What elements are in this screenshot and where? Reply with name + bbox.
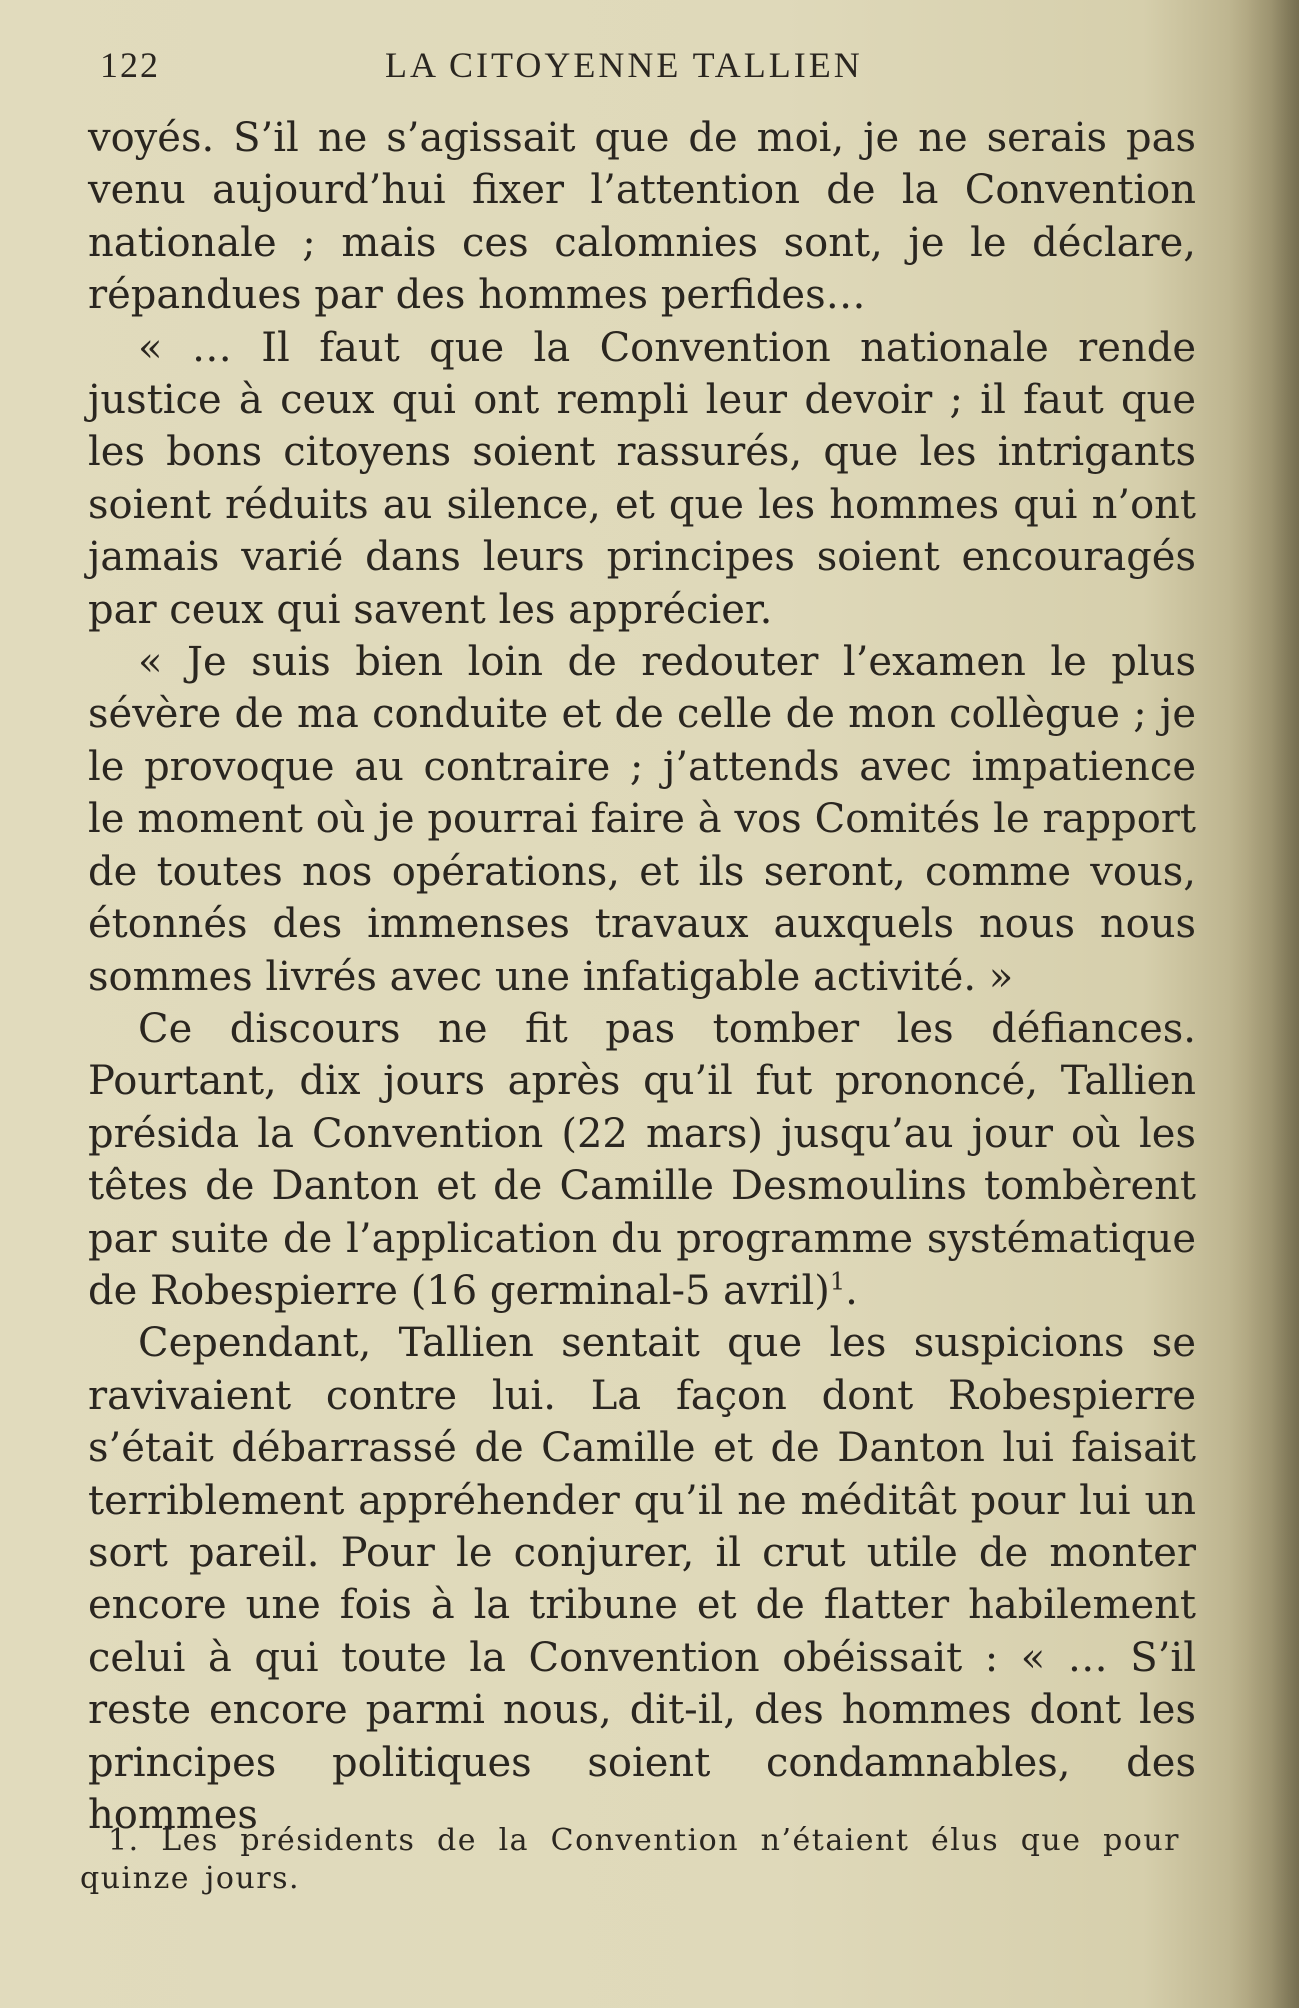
page-edge-shadow [1229,0,1299,2008]
footnote-reference: 1 [829,1267,846,1296]
running-head [100,40,1210,90]
paragraph-5: Cependant, Tallien sentait que les suspicions se ravivaient contre lui. La façon dont Robespierre s’était débarrassé de Camille et de Danton lui faisait terriblement appréhender qu’il ne méditât pour lui un sort pareil. Pour le conjurer, il crut utile de monter encore une fois à la tribune et de flatter habilement celui à qui toute la Convention obéissait : « … S’il reste encore parmi nous, dit-il, des hommes dont les principes politiques soient condamnables, des hommes [88,1320,1196,1838]
page-number: 122 [100,45,160,85]
paragraph-3: « Je suis bien loin de redouter l’examen le plus sévère de ma conduite et de celle de mon collègue ; je le provoque au contraire ; j’attends avec impatience le moment où je pourrai faire à vos Comités le rapport de toutes nos opérations, et ils seront, comme vous, étonnés des immenses travaux auxquels nous nous sommes livrés avec une infatigable activité. » [88,639,1196,1000]
body-text [88,112,1196,1841]
paragraph-4-text: Ce discours ne fit pas tomber les défiances. Pourtant, dix jours après qu’il fut prononcé, Tallien présida la Convention (22 mars) jusqu’au jour où les têtes de Danton et de Camille Desmoulins tombèrent par suite de l’application du programme systématique de Robespierre (16 germinal-5 avril) [88,1005,1196,1314]
paragraph-1: voyés. S’il ne s’agissait que de moi, je ne serais pas venu aujourd’hui fixer l’attention de la Convention nationale ; mais ces calomnies sont, je le déclare, répandues par des hommes perfides… [88,115,1196,319]
paragraph-4-end: . [845,1267,858,1314]
paragraph-2: « … Il faut que la Convention nationale rende justice à ceux qui ont rempli leur devoir ; il faut que les bons citoyens soient rassurés, que les intrigants soient réduits au silence, et que les hommes qui n’ont jamais varié dans leurs principes soient encouragés par ceux qui savent les apprécier. [88,324,1196,633]
footnote: 1. Les présidents de la Convention n’étaient élus que pour quinze jours. [80,1823,1180,1896]
paragraph-4 [88,1003,1196,1317]
running-title: LA CITOYENNE TALLIEN [385,45,863,85]
